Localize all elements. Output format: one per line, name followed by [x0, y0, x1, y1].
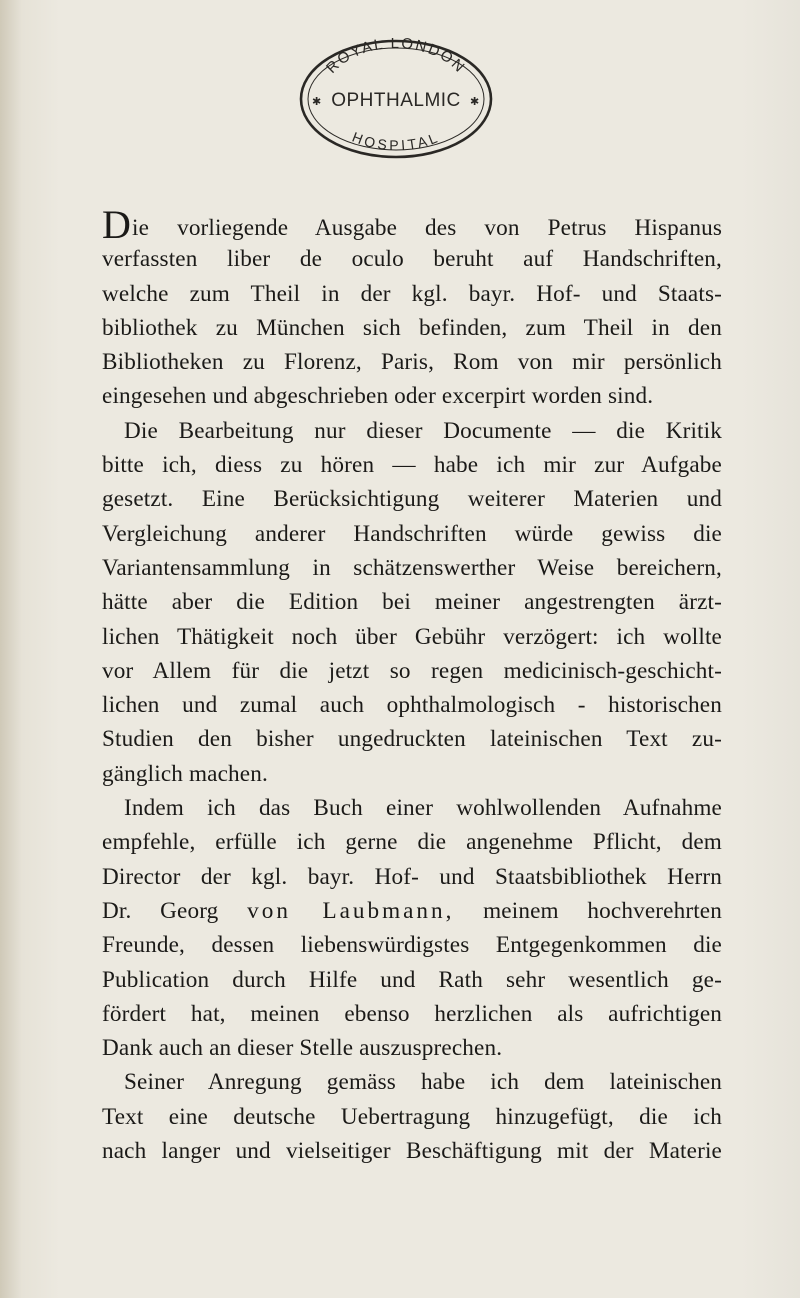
text-line: Studien den bisher ungedruckten lateinischen Text zu- [102, 726, 722, 753]
text-line: Text eine deutsche Uebertragung hinzugefügt, die ich [102, 1103, 722, 1130]
text-line: Seiner Anregung gemäss habe ich dem lateinischen [124, 1069, 722, 1096]
spaced-name: von Laubmann, [247, 897, 455, 924]
text-line: lichen und zumal auch ophthalmologisch - historischen [102, 692, 722, 719]
text-line: Indem ich das Buch einer wohlwollenden Aufnahme [124, 795, 722, 822]
library-stamp [298, 38, 494, 160]
text-line: eingesehen und abgeschrieben oder excerpirt worden sind. [102, 383, 654, 410]
text-line: gänglich machen. [102, 760, 268, 787]
text-line: fördert hat, meinen ebenso herzlichen als aufrichtigen [102, 1000, 722, 1027]
text-line: Bibliotheken zu Florenz, Paris, Rom von mir persönlich [102, 349, 722, 376]
stamp-star-left-icon: ✱ [312, 95, 322, 108]
stamp-graphic [298, 38, 494, 160]
text-line: verfassten liber de oculo beruht auf Handschriften, [102, 246, 722, 273]
text-line: Variantensammlung in schätzenswerther Weise bereichern, [102, 554, 722, 581]
text-line: welche zum Theil in der kgl. bayr. Hof- und Staats- [102, 280, 722, 307]
stamp-center-text: OPHTHALMIC [331, 90, 461, 111]
stamp-star-right-icon: ✱ [470, 95, 480, 108]
text-line: lichen Thätigkeit noch über Gebühr verzögert: ich wollte [102, 623, 722, 650]
text-line: Freunde, dessen liebenswürdigstes Entgegenkommen die [102, 932, 722, 959]
text-line: Director der kgl. bayr. Hof- und Staatsbibliothek Herrn [102, 863, 722, 890]
text-line: vor Allem für die jetzt so regen medicinisch-geschicht- [102, 657, 722, 684]
stamp-top-text: ROYAL LONDON [323, 38, 469, 77]
text-line: Publication durch Hilfe und Rath sehr wesentlich ge- [102, 966, 722, 993]
text-line: empfehle, erfülle ich gerne die angenehme Pflicht, dem [102, 829, 722, 856]
text-line-with-name: Dr. Georg von Laubmann, meinem hochverehrten [102, 897, 722, 924]
text-line: Vergleichung anderer Handschriften würde gewiss die [102, 520, 722, 547]
text-line: hätte aber die Edition bei meiner angestrengten ärzt- [102, 589, 722, 616]
preface-text [102, 202, 722, 1168]
text-line: Die vorliegende Ausgabe des von Petrus Hispanus [102, 202, 722, 247]
text-line: nach langer und vielseitiger Beschäftigung mit der Materie [102, 1138, 722, 1165]
text-line: bibliothek zu München sich befinden, zum Theil in den [102, 314, 722, 341]
text-line: bitte ich, diess zu hören — habe ich mir zur Aufgabe [102, 452, 722, 479]
text-line: Dank auch an dieser Stelle auszusprechen. [102, 1035, 503, 1062]
drop-cap: D [102, 202, 132, 247]
text-line: Die Bearbeitung nur dieser Documente — die Kritik [124, 417, 722, 444]
text-line: gesetzt. Eine Berücksichtigung weiterer Materien und [102, 486, 722, 513]
stamp-bottom-text: HOSPITAL [349, 128, 442, 154]
